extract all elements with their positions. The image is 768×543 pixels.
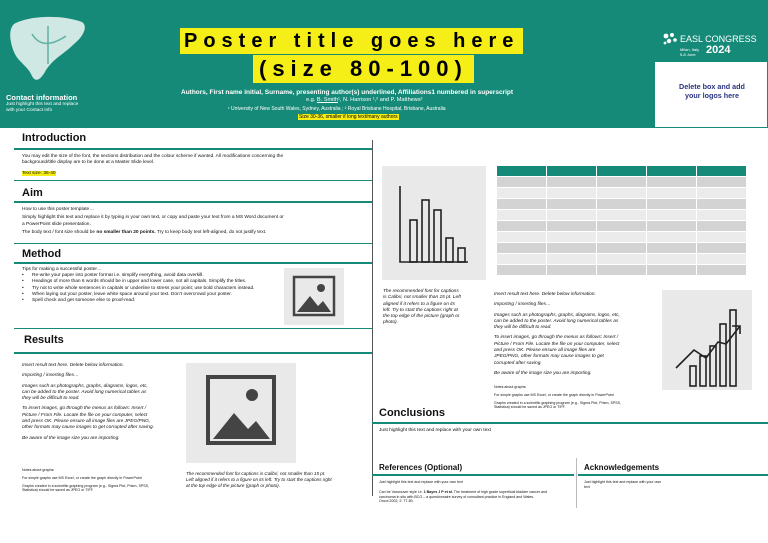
list-item: • Re-write your paper into poster format i.e. simplify everything, avoid data overkill. bbox=[22, 273, 272, 279]
text-line: For simple graphs use MS Excel, or create the graph directly in PowerPoint bbox=[494, 392, 614, 397]
text-fragment: Try to keep body text left-aligned, do not justify text. bbox=[156, 229, 267, 235]
table-row bbox=[497, 210, 747, 221]
introduction-heading[interactable]: Introduction bbox=[22, 132, 87, 144]
text-line: Oncol 2002; 2: 77-80. bbox=[379, 499, 414, 504]
text-line: Just highlight this text and replace with your own text bbox=[379, 480, 463, 484]
text-line: Simply highlight this text and replace it by typing in your own text, or copy and paste your text from a MS Word document or bbox=[22, 215, 284, 221]
text-line: is Calibri, not smaller than 15 pt. Left bbox=[383, 295, 461, 301]
contact-line[interactable]: with your Contact info bbox=[6, 108, 53, 113]
list-item: • Headings of more than 6 words should be in upper and lower case, not all capitals. Simplify the titles. bbox=[22, 279, 272, 285]
aim-heading[interactable]: Aim bbox=[22, 187, 43, 199]
text-line: Statistica) should be saved as JPEG or TIFF. bbox=[22, 488, 94, 493]
text-line: Importing / inserting files… bbox=[22, 373, 79, 379]
table-cell bbox=[547, 166, 597, 177]
poster-title-size[interactable]: (size 80-100) bbox=[253, 55, 474, 83]
example-rest: ¹, N. Harrison ¹,² and P. Matthews² bbox=[338, 97, 423, 103]
table-row bbox=[497, 243, 747, 254]
table-row bbox=[497, 199, 747, 210]
text-line: a PowerPoint slide presentation. bbox=[22, 221, 91, 227]
text-line: JPEG/PNG, other formats may cause images to get bbox=[494, 354, 604, 360]
references-heading[interactable]: References (Optional) bbox=[379, 463, 463, 472]
introduction-text[interactable] bbox=[22, 154, 362, 167]
text-line: and press OK. Please ensure all image files are bbox=[494, 348, 596, 354]
list-item: • When laying out your poster, leave white space around your text. Don’t overcrowd your poster. bbox=[22, 292, 272, 298]
text-line: Be aware of the image size you are importing. bbox=[22, 435, 120, 441]
poster-header bbox=[0, 0, 768, 128]
text-line: they will be difficult to read. bbox=[22, 396, 80, 402]
text-line: Just highlight this text and replace with your own bbox=[584, 480, 662, 484]
text-line: carcinoma in situ with BCG – a questionnaire survey of consultant practice in England and Wales. bbox=[379, 494, 535, 499]
text-line: How to use this poster template… bbox=[22, 207, 94, 212]
text-line: Graphs created in a scientific graphing program (e.g., Sigma Plot, Prism, SPSS, bbox=[494, 400, 622, 405]
text-line: Be aware of the image size you are importing. bbox=[494, 370, 592, 376]
logo-placeholder-text bbox=[655, 82, 768, 100]
table-row bbox=[497, 188, 747, 199]
section-divider bbox=[372, 474, 574, 476]
section-divider bbox=[14, 148, 372, 150]
conclusions-text[interactable]: Just highlight this text and replace with your own text bbox=[379, 428, 491, 433]
table-cell bbox=[697, 166, 747, 177]
text-line bbox=[379, 490, 569, 495]
text-line: The recommended font for captions is Calibri, not smaller than 15 pt. bbox=[186, 471, 326, 476]
poster-title[interactable]: Poster title goes here bbox=[180, 28, 523, 54]
logo-placeholder-box[interactable] bbox=[654, 61, 768, 128]
acknowledgements-text[interactable] bbox=[584, 480, 704, 490]
congress-location: Milan, Italy bbox=[680, 47, 700, 52]
results-graph-notes[interactable] bbox=[22, 468, 182, 493]
text-line: Importing / inserting files… bbox=[494, 302, 551, 308]
section-divider bbox=[14, 328, 372, 329]
middle-graph-notes[interactable] bbox=[494, 385, 646, 410]
example-prefix: e.g. bbox=[306, 97, 316, 103]
table-row bbox=[497, 177, 747, 188]
text-line: Images such as photographs, graphs, diagrams, logos, etc, bbox=[494, 312, 620, 318]
chart-placeholder[interactable] bbox=[382, 166, 486, 280]
text-line: To insert images, go through the menus as follows: Insert / bbox=[494, 335, 619, 341]
table-row bbox=[497, 254, 747, 265]
section-divider bbox=[372, 422, 768, 424]
table-placeholder[interactable] bbox=[497, 166, 747, 276]
text-line: and press OK. Please ensure all image files are JPEG/PNG, bbox=[22, 419, 151, 425]
text-line: Notes about graphs: bbox=[22, 468, 55, 472]
references-text[interactable] bbox=[379, 480, 569, 504]
section-divider bbox=[14, 352, 372, 354]
table-row bbox=[497, 265, 747, 276]
method-tips-list[interactable] bbox=[22, 273, 272, 304]
congress-name: EASL CONGRESS bbox=[680, 34, 757, 44]
authors-example[interactable] bbox=[306, 97, 423, 103]
text-line: Picture / From File. Locate the file on your computer, select bbox=[22, 412, 148, 418]
method-heading[interactable]: Method bbox=[22, 248, 62, 260]
presenting-author: B. Smith bbox=[316, 97, 339, 103]
list-item: • Try not to write whole sentences in capitals or underline to stress your point; use bold characters instead. bbox=[22, 286, 272, 292]
table-row bbox=[497, 232, 747, 243]
size-note: Text size: 36-40 bbox=[22, 171, 56, 176]
image-placeholder[interactable] bbox=[186, 363, 296, 463]
results-caption[interactable] bbox=[186, 471, 376, 489]
middle-caption[interactable] bbox=[383, 289, 489, 327]
conclusions-heading[interactable]: Conclusions bbox=[379, 407, 446, 419]
logo-placeholder-line: Delete box and add bbox=[679, 82, 745, 91]
text-line: The recommended font for captions bbox=[383, 289, 459, 294]
text-line: left. Try to start the captions right at bbox=[383, 307, 458, 313]
text-emphasis: 1 Bayes J P et al. bbox=[423, 489, 453, 494]
text-line: photo). bbox=[383, 320, 398, 326]
liver-icon bbox=[8, 14, 88, 86]
introduction-size-note[interactable] bbox=[22, 171, 56, 177]
bar-chart-icon bbox=[382, 166, 486, 280]
text-line: Graphs created in a scientific graphing program (e.g., Sigma Plot, Prism, SPSS, bbox=[22, 483, 150, 488]
picture-icon bbox=[284, 268, 344, 325]
table-row bbox=[497, 221, 747, 232]
text-line: For simple graphs use MS Excel, or create the graph directly in PowerPoint bbox=[22, 475, 142, 480]
contact-line[interactable]: Just highlight this text and replace bbox=[6, 102, 79, 107]
text-line: aligned if it refers to a figure on its bbox=[383, 301, 455, 307]
text-line bbox=[22, 230, 362, 236]
chart-placeholder[interactable] bbox=[662, 290, 752, 390]
results-heading[interactable]: Results bbox=[24, 334, 64, 346]
text-fragment: The body text / font size should be bbox=[22, 229, 96, 235]
picture-icon bbox=[186, 363, 296, 463]
text-line: Picture / From File. Locate the file on your computer, select bbox=[494, 341, 620, 347]
contact-title[interactable]: Contact information bbox=[6, 93, 78, 102]
text-fragment: Can be Vancouver style i.e. bbox=[379, 489, 423, 494]
column-divider bbox=[372, 140, 373, 496]
results-text[interactable] bbox=[22, 363, 182, 442]
affiliations[interactable]: ¹ University of New South Wales, Sydney, Australia ; ² Royal Brisbane Hospital, Brisbane, Australia bbox=[228, 106, 446, 112]
text-line: To insert images, go through the menus as follows: Insert / bbox=[22, 406, 147, 412]
table-header-row bbox=[497, 166, 747, 177]
text-line: can be added to the poster. Avoid long numerical tables as bbox=[494, 318, 619, 324]
text-line: other formats may cause images to get corrupted after saving. bbox=[22, 425, 154, 431]
image-placeholder[interactable] bbox=[284, 268, 344, 325]
text-line: Insert result text here. Delete below information. bbox=[494, 292, 596, 297]
text-emphasis: no smaller than 20 points. bbox=[96, 229, 156, 235]
text-line: Notes about graphs: bbox=[494, 385, 527, 389]
text-line: Statistica) should be saved as JPEG or TIFF. bbox=[494, 405, 566, 410]
text-line: can be added to the poster. Avoid long numerical tables as bbox=[22, 389, 147, 395]
text-line: corrupted after saving. bbox=[494, 360, 542, 366]
easl-logo-icon bbox=[662, 32, 678, 46]
text-line: background/title display are to be done at a Master Slide level. bbox=[22, 160, 155, 166]
text-line: at the top edge of the picture (graph or photo). bbox=[186, 483, 280, 488]
table-cell bbox=[597, 166, 647, 177]
congress-logo bbox=[662, 30, 762, 62]
text-line: they will be difficult to read. bbox=[494, 325, 552, 331]
method-intro[interactable]: Tips for making a successful poster… bbox=[22, 267, 102, 272]
table-cell bbox=[497, 166, 547, 177]
text-line: Insert result text here. Delete below information. bbox=[22, 363, 124, 368]
section-divider bbox=[14, 180, 372, 181]
section-divider bbox=[14, 243, 372, 244]
acknowledgements-heading[interactable]: Acknowledgements bbox=[584, 463, 660, 472]
text-line: text bbox=[584, 484, 590, 489]
line-chart-icon bbox=[662, 290, 752, 390]
text-fragment: The treatment of high grade superficial bladder cancer and bbox=[453, 489, 548, 494]
text-line: You may edit the size of the font, the sections distribution and the colour scheme if wanted. All modifications concerning the bbox=[22, 154, 284, 159]
logo-placeholder-line: your logos here bbox=[685, 91, 739, 100]
section-divider bbox=[14, 262, 372, 264]
text-line: Images such as photographs, graphs, diagrams, logos, etc, bbox=[22, 383, 148, 389]
column-divider bbox=[576, 458, 577, 508]
congress-year: 2024 bbox=[706, 44, 731, 56]
middle-results-text[interactable] bbox=[494, 292, 646, 377]
author-size-note[interactable]: Size 30-36, smaller if long text/many authors bbox=[299, 114, 398, 120]
authors-line[interactable]: Authors, First name initial, Surname, presenting author(s) underlined, Affiliations1 numbered in superscript bbox=[181, 89, 514, 96]
text-line: Left aligned if it refers to a figure on its left. Try to start the captions right bbox=[186, 477, 332, 482]
text-line: the top edge of the picture (graph or bbox=[383, 314, 460, 320]
section-divider bbox=[14, 201, 372, 203]
congress-dates: 5-8 June bbox=[680, 52, 696, 57]
aim-text[interactable] bbox=[22, 207, 362, 236]
list-item: • Spell check and get someone else to proof-read. bbox=[22, 298, 272, 304]
section-divider bbox=[578, 474, 768, 476]
table-cell bbox=[647, 166, 697, 177]
